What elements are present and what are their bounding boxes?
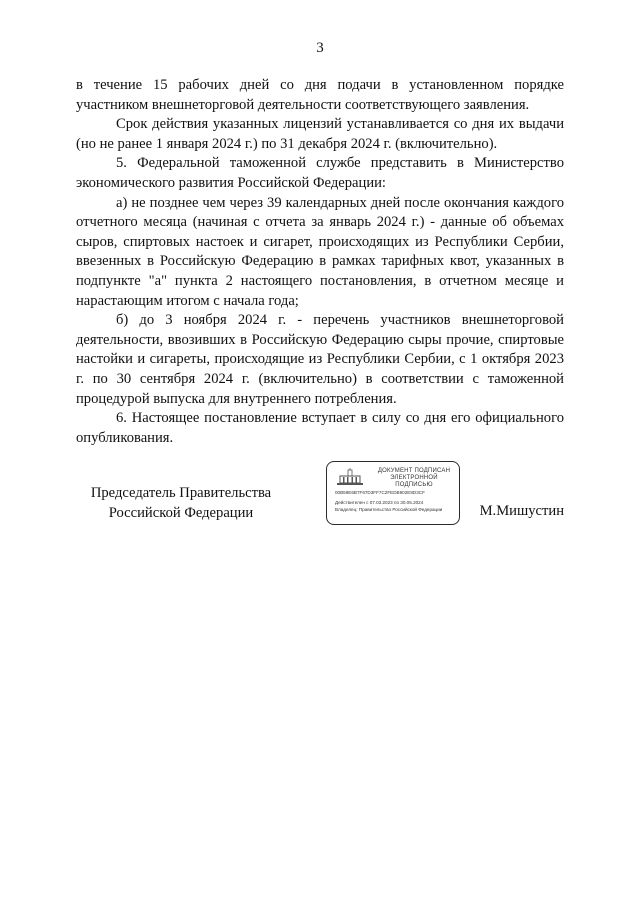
electronic-signature-stamp [326,461,460,525]
paragraph-item-5a: а) не позднее чем через 39 календарных дней после окончания каждого отчетного месяца (начиная с отчета за январь 2024 г.) - данные об объемах сыров, спиртовых настоек и сигарет, происходящих из Республики Сербии, ввезенных в Российскую Федерацию в рамках тарифных квот, указанных в подпункте "а" пункта 2 настоящего постановления, в отчетном месяце и нарастающим итогом с начала года; [76,194,564,309]
e-signature-title-line1: ДОКУМЕНТ ПОДПИСАН [377,468,451,474]
signatory-position-line2: Российской Федерации [108,504,254,521]
signatory-name: М.Мишустин [479,503,564,519]
page-number: 3 [316,40,324,56]
paragraph-item-6: 6. Настоящее постановление вступает в силу со дня его официального опубликования. [76,410,564,446]
signatory-position [76,484,286,523]
paragraph-item-5b: б) до 3 ноября 2024 г. - перечень участников внешнеторговой деятельности, ввозивших в Российскую Федерацию сыры прочие, спиртовые настойки и сигареты, происходящие из Республики Сербии, с 1 октября 2023 г. по 30 сентября 2024 г. (включительно) в соответствии с таможенной процедурой выпуска для внутреннего потребления. [76,312,564,407]
paragraph-license-term: Срок действия указанных лицензий устанавливается со дня их выдачи (но не ранее 1 января 2024 г.) по 31 декабря 2024 г. (включительно). [76,116,564,152]
paragraph-1: в течение 15 рабочих дней со дня подачи в установленном порядке участником внешнеторговой деятельности соответствующего заявления. [76,77,564,113]
certificate-owner: Владелец: Правительство Российской Федерации [335,507,443,512]
e-signature-title-line2: ЭЛЕКТРОННОЙ ПОДПИСЬЮ [390,475,438,488]
signatory-position-line1: Председатель Правительства [90,485,272,501]
certificate-validity: Действителен с 07.03.2023 по 30.05.2024 [335,500,424,505]
government-emblem-icon [335,468,365,486]
paragraph-item-5: 5. Федеральной таможенной службе представить в Министерство экономического развития Российской Федерации: [76,155,564,191]
e-signature-title [371,468,457,489]
certificate-serial: 00B59E6B7F67D3FF7C2FEDB902E8D3CF [335,490,425,495]
document-body [76,76,564,448]
